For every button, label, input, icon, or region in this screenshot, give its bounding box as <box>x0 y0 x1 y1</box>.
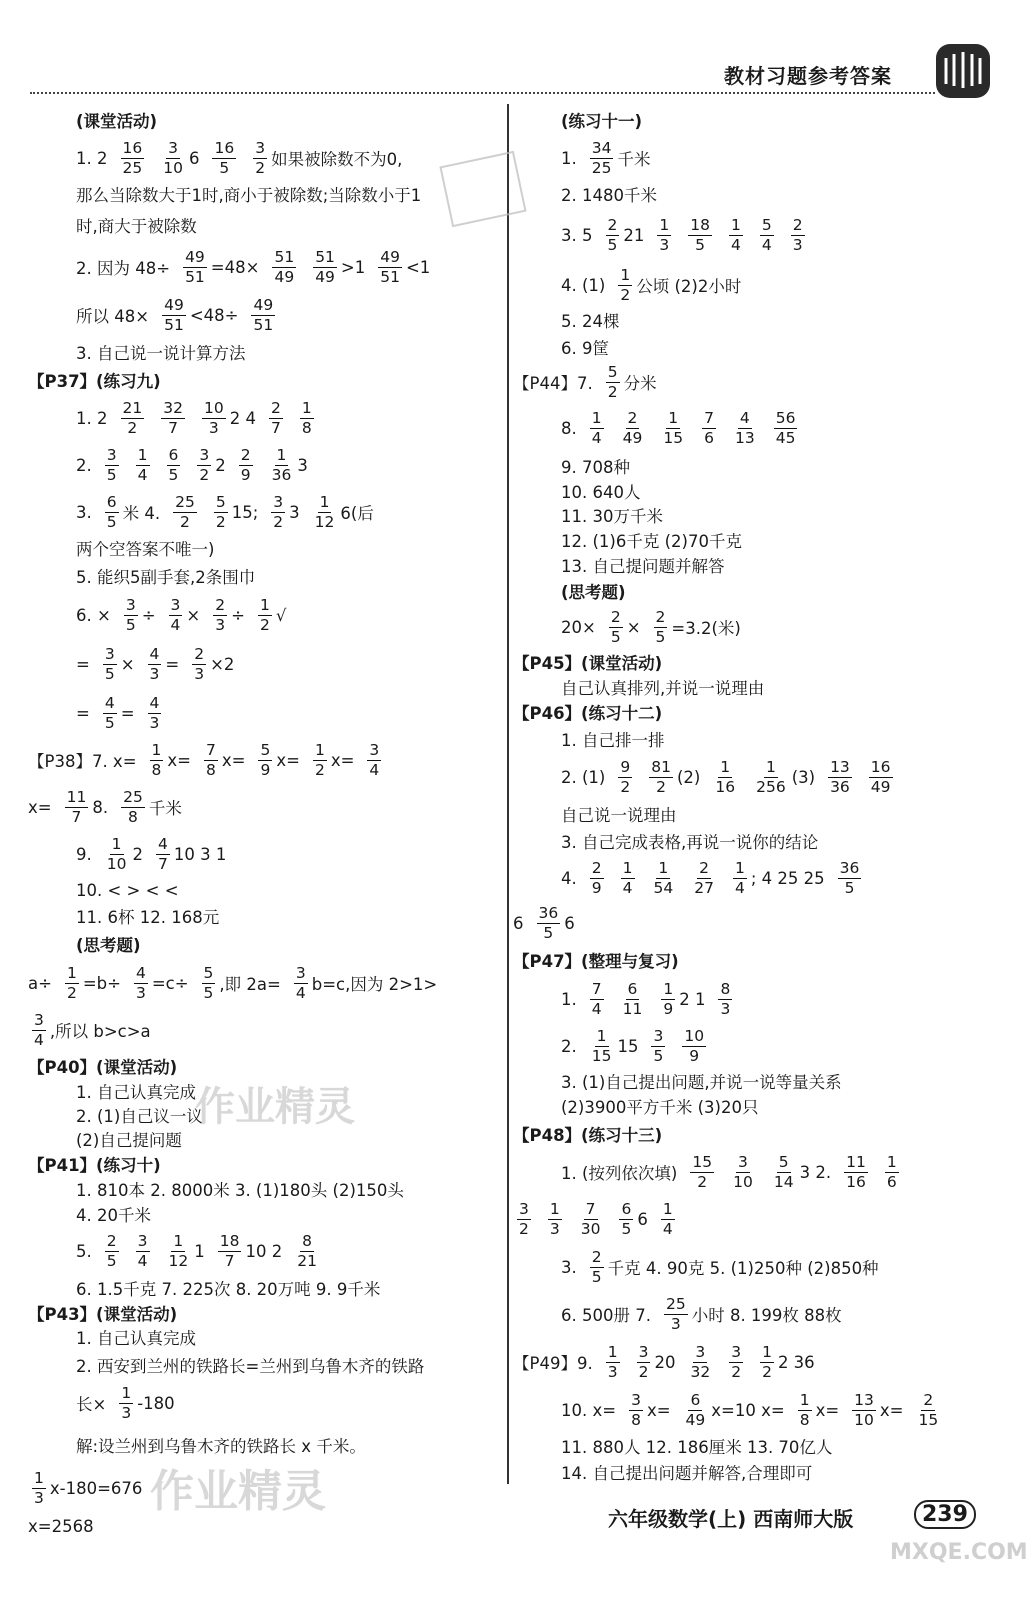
left-answer-line: 5. 能织5副手套,2条围巾 <box>76 568 256 587</box>
fraction: $\frac{1}{8}$ <box>151 740 162 779</box>
left-answer-line: 3. 6 5 米 4. 25 2 5 2 15; 3 2 3 1 12 6(后 <box>76 492 374 531</box>
fraction: 1 256 <box>756 757 786 796</box>
left-answer-line: = $\frac{3}{5}$ × $\frac{4}{3}$ = $\frac{2}{3}$ ×2 <box>76 644 235 683</box>
left-answer-line: 【P41】(练习十) <box>28 1156 161 1175</box>
fraction: 25 3 <box>665 1294 686 1333</box>
fraction: 34 25 <box>591 138 612 177</box>
left-answer-line: 9. 1 10 2 4 7 10 3 1 <box>76 834 227 873</box>
right-answer-line: 2. (1) 9 2 81 2 (2) 1 16 1 256 (3) 13 36 16 49 <box>561 757 891 796</box>
fraction: 1 12 <box>314 492 335 531</box>
right-answer-line: 1. 7 4 6 11 1 9 2 1 8 3 <box>561 979 731 1018</box>
fraction: 4 7 <box>157 834 168 873</box>
fraction: 1 15 <box>591 1026 612 1065</box>
fraction: 21 2 <box>122 398 143 437</box>
fraction: 2 7 <box>270 398 281 437</box>
fraction: 25 8 <box>123 787 143 826</box>
fraction: 1 54 <box>653 858 674 897</box>
fraction: $\frac{13}{10}$ <box>854 1390 874 1429</box>
right-column <box>513 105 993 1485</box>
right-answer-line: 【P47】(整理与复习) <box>513 952 679 971</box>
left-answer-line: 【P43】(课堂活动) <box>28 1305 178 1324</box>
fraction: $\frac{7}{8}$ <box>206 740 216 779</box>
page-number: 239 <box>914 1500 976 1529</box>
fraction: $\frac{4}{5}$ <box>104 693 115 732</box>
fraction: 15 2 <box>692 1152 713 1191</box>
fraction: 32 7 <box>163 398 183 437</box>
fraction: 7 6 <box>704 408 714 447</box>
right-answer-line: 11. 880人 12. 186厘米 13. 70亿人 <box>561 1438 833 1457</box>
fraction: 16 49 <box>870 757 891 796</box>
fraction: $\frac{3}{4}$ <box>369 740 380 779</box>
left-answer-line: 1. 2 21 2 32 7 10 3 2 4 2 7 1 8 <box>76 398 312 437</box>
right-answer-line: 3. 5 2 5 21 1 3 18 5 1 4 5 4 2 3 <box>561 215 803 254</box>
watermark-text: 作业精灵 <box>150 1466 326 1517</box>
fraction: 1 4 <box>137 445 148 484</box>
fraction: 1 12 <box>168 1231 189 1270</box>
left-answer-line: a÷ $\frac{1}{2}$ =b÷ $\frac{4}{3}$ =c÷ $\frac{5}{5}$ ,即 2a= $\frac{3}{4}$ b=c,因为 2>1> <box>28 963 438 1002</box>
fraction: 3 2 <box>731 1342 742 1381</box>
fraction: $\frac{1}{3}$ <box>121 1383 132 1422</box>
right-answer-line: 6. 9筐 <box>561 339 609 358</box>
fraction: 10 3 <box>203 398 224 437</box>
fraction: 8 21 <box>297 1231 317 1270</box>
left-answer-line: = $\frac{4}{5}$ = $\frac{4}{3}$ <box>76 693 160 732</box>
fraction: 2 5 <box>106 1231 117 1270</box>
fraction: $\frac{4}{3}$ <box>135 963 146 1002</box>
fraction: $\frac{2}{3}$ <box>215 595 226 634</box>
fraction: $\frac{2}{3}$ <box>194 644 205 683</box>
fraction: $\frac{5}{5}$ <box>203 963 214 1002</box>
fraction: 2 5 <box>591 1247 602 1286</box>
fraction: $\frac{5}{9}$ <box>260 740 271 779</box>
fraction: $\frac{49}{51}$ <box>185 247 205 286</box>
left-answer-line: 6. × $\frac{3}{5}$ ÷ $\frac{3}{4}$ × $\frac{2}{3}$ ÷ $\frac{1}{2}$ √ <box>76 595 287 634</box>
fraction: 1 8 <box>301 398 312 437</box>
left-answer-line: 4. 20千米 <box>76 1206 151 1225</box>
left-answer-line: (课堂活动) <box>76 112 158 131</box>
right-answer-line: 3. 2 5 千克 4. 90克 5. (1)250种 (2)850种 <box>561 1247 879 1286</box>
right-answer-line: 【P49】9. 1 3 3 2 20 3 32 3 2 1 2 2 36 <box>513 1342 815 1381</box>
right-answer-line: 1. 34 25 千米 <box>561 138 651 177</box>
right-answer-line: 3. 自己完成表格,再说一说你的结论 <box>561 833 819 852</box>
right-answer-line: 【P44】7. 5 2 分米 <box>513 362 657 401</box>
fraction: 2 49 <box>622 408 643 447</box>
right-answer-line: 2. 1480千米 <box>561 186 657 205</box>
fraction: 56 45 <box>775 408 796 447</box>
right-answer-line: (2)3900平方千米 (3)20只 <box>561 1098 759 1117</box>
fraction: 9 2 <box>620 757 631 796</box>
fraction: 49 51 <box>380 247 400 286</box>
right-answer-line: 6 36 5 6 <box>513 903 575 942</box>
right-answer-line: 10. 640人 <box>561 483 641 502</box>
fraction: 4 13 <box>734 408 755 447</box>
left-answer-line: 1. 810本 2. 8000米 3. (1)180头 (2)150头 <box>76 1181 404 1200</box>
right-answer-line: 11. 30万千米 <box>561 507 663 526</box>
right-answer-line: 自己说一说理由 <box>561 806 677 825</box>
fraction: 3 4 <box>34 1010 44 1049</box>
left-answer-line: x=2568 <box>28 1516 94 1536</box>
fraction: 3 5 <box>106 445 117 484</box>
left-answer-line: 10. < > < < <box>76 880 179 900</box>
fraction: 6 5 <box>106 492 117 531</box>
left-answer-line: 2. 因为 48÷ $\frac{49}{51}$ =48× $\frac{51}{49}$ 51 49 >1 49 51 <1 <box>76 247 431 286</box>
fraction: 1 9 <box>663 979 674 1018</box>
left-answer-line: 1. 2 16 25 3 10 6 16 5 3 2 如果被除数不为0, <box>76 138 403 177</box>
fraction: $\frac{1}{2}$ <box>314 740 325 779</box>
fraction: 16 5 <box>214 138 235 177</box>
fraction: 8 3 <box>720 979 731 1018</box>
fraction: 2 9 <box>591 858 602 897</box>
left-answer-line: 1. 自己认真完成 <box>76 1083 196 1102</box>
right-answer-line: 6. 500册 7. 25 3 小时 8. 199枚 88枚 <box>561 1294 842 1333</box>
right-answer-line: 13. 自己提问题并解答 <box>561 557 725 576</box>
left-answer-line: 【P40】(课堂活动) <box>28 1058 178 1077</box>
fraction: $\frac{1}{2}$ <box>259 595 270 634</box>
left-column <box>28 105 503 1541</box>
fraction: 81 2 <box>651 757 671 796</box>
right-answer-line: 8. 1 4 2 49 1 15 7 6 4 13 56 45 <box>561 408 796 447</box>
fraction: 13 36 <box>830 757 850 796</box>
fraction: $\frac{51}{49}$ <box>274 247 295 286</box>
fraction: 3 2 <box>638 1342 649 1381</box>
fraction: 6 11 <box>622 979 643 1018</box>
fraction: 6 5 <box>621 1199 632 1238</box>
fraction: $\frac{2}{15}$ <box>918 1390 939 1429</box>
fraction: 1 10 <box>106 834 127 873</box>
fraction: $\frac{3}{5}$ <box>125 595 136 634</box>
right-answer-line: (练习十一) <box>561 112 643 131</box>
right-answer-line: 2. 1 15 15 3 5 10 9 <box>561 1026 705 1065</box>
left-answer-line: (思考题) <box>76 936 141 955</box>
fraction: 5 2 <box>215 492 226 531</box>
fraction: 7 4 <box>591 979 602 1018</box>
fraction: 10 9 <box>684 1026 705 1065</box>
left-answer-line: x= $\frac{11}{7}$ 8. 25 8 千米 <box>28 787 182 826</box>
fraction: 1 2 <box>762 1342 772 1381</box>
fraction: $\frac{3}{4}$ <box>295 963 306 1002</box>
fraction: $\frac{49}{51}$ <box>164 295 184 334</box>
fraction: 5 14 <box>773 1152 794 1191</box>
fraction: 6 5 <box>168 445 179 484</box>
fraction: 16 25 <box>122 138 143 177</box>
header-divider <box>30 92 935 94</box>
right-answer-line: 【P46】(练习十二) <box>513 704 663 723</box>
right-answer-line: 3 2 1 3 7 30 6 5 6 1 4 <box>519 1199 673 1238</box>
left-answer-line: 【P38】7. x= $\frac{1}{8}$ x= $\frac{7}{8}$ x= $\frac{5}{9}$ x= $\frac{1}{2}$ x= $\frac{3}{4}$ <box>28 740 380 779</box>
fraction: 11 16 <box>846 1152 866 1191</box>
fraction: 18 7 <box>219 1231 240 1270</box>
fraction: 18 5 <box>690 215 710 254</box>
fraction: 51 49 <box>315 247 335 286</box>
book-name: 六年级数学(上) 西南师大版 <box>608 1507 854 1531</box>
fraction: 3 2 <box>519 1199 529 1238</box>
left-answer-line: (2)自己提问题 <box>76 1131 182 1150</box>
right-answer-line: 12. (1)6千克 (2)70千克 <box>561 532 742 551</box>
fraction: 1 3 <box>34 1468 44 1507</box>
fraction: 1 3 <box>659 215 670 254</box>
fraction: 36 5 <box>839 858 860 897</box>
left-answer-line: 3. 自己说一说计算方法 <box>76 344 246 363</box>
fraction: $\frac{2}{5}$ <box>655 607 666 646</box>
fraction: 3 2 <box>273 492 284 531</box>
right-answer-line: 10. x= $\frac{3}{8}$ x= $\frac{6}{49}$ x=10 x= $\frac{1}{8}$ x= $\frac{13}{10}$ x= $\frac{2}{15}$ <box>561 1390 939 1429</box>
fraction: 1 15 <box>663 408 684 447</box>
right-answer-line: 4. 2 9 1 4 1 54 2 27 1 4 ; 4 25 25 36 5 <box>561 858 860 897</box>
fraction: $\frac{3}{5}$ <box>104 644 115 683</box>
fraction: 3 2 <box>255 138 266 177</box>
right-answer-line: 1. 自己排一排 <box>561 731 665 750</box>
left-answer-line: 2. 西安到兰州的铁路长=兰州到乌鲁木齐的铁路 <box>76 1357 425 1376</box>
right-answer-line: 20× $\frac{2}{5}$ × $\frac{2}{5}$ =3.2(米) <box>561 607 741 646</box>
left-answer-line: 2. 3 5 1 4 6 5 3 2 2 2 9 1 36 3 <box>76 445 308 484</box>
page-title: 教材习题参考答案 <box>724 64 892 88</box>
left-answer-line: 2. (1)自己议一议 <box>76 1107 203 1126</box>
fraction: $\frac{2}{5}$ <box>610 607 621 646</box>
right-answer-line: 4. (1) 1 2 公顷 (2)2小时 <box>561 265 742 304</box>
watermark-site: MXQE.COM <box>890 1540 1028 1565</box>
fraction: 3 2 <box>199 445 210 484</box>
fraction: 3 4 <box>137 1231 148 1270</box>
fraction: $\frac{4}{3}$ <box>149 644 160 683</box>
left-answer-line: 两个空答案不唯一) <box>76 540 215 559</box>
fraction: 3 5 <box>653 1026 664 1065</box>
fraction: 5 4 <box>761 215 772 254</box>
fraction: 1 2 <box>620 265 631 304</box>
fraction: 1 16 <box>715 757 736 796</box>
fraction: 1 4 <box>591 408 602 447</box>
right-answer-line: 【P45】(课堂活动) <box>513 654 663 673</box>
fraction: 1 4 <box>622 858 633 897</box>
fraction: $\frac{49}{51}$ <box>253 295 274 334</box>
fraction: 1 36 <box>271 445 292 484</box>
fraction: $\frac{4}{3}$ <box>149 693 160 732</box>
fraction: 1 4 <box>734 858 745 897</box>
right-answer-line: 3. (1)自己提出问题,并说一说等量关系 <box>561 1073 842 1092</box>
fraction: 1 4 <box>662 1199 673 1238</box>
left-answer-line: 时,商大于被除数 <box>76 217 197 236</box>
right-answer-line: 1. (按列依次填) 15 2 3 10 5 14 3 2. 11 16 1 6 <box>561 1152 897 1191</box>
fraction: 3 10 <box>163 138 183 177</box>
fraction: 2 3 <box>792 215 803 254</box>
watermark-text: 作业精灵 <box>195 1084 355 1130</box>
fraction: $\frac{3}{8}$ <box>631 1390 641 1429</box>
left-answer-line: 长× $\frac{1}{3}$ -180 <box>76 1383 175 1422</box>
left-answer-line: 所以 48× $\frac{49}{51}$ <48÷ $\frac{49}{51}$ <box>76 295 274 334</box>
left-answer-line: 【P37】(练习九) <box>28 372 161 391</box>
fraction: 3 10 <box>733 1152 753 1191</box>
fraction: 5 2 <box>607 362 618 401</box>
fraction: 2 27 <box>694 858 714 897</box>
fraction: $\frac{3}{4}$ <box>170 595 181 634</box>
fraction: 1 3 <box>549 1199 560 1238</box>
fraction: 2 5 <box>607 215 618 254</box>
fraction: $\frac{6}{49}$ <box>685 1390 706 1429</box>
right-answer-line: 【P48】(练习十三) <box>513 1126 663 1145</box>
left-answer-line: 那么当除数大于1时,商小于被除数;当除数小于1 <box>76 186 422 205</box>
fraction: 1 3 <box>607 1342 618 1381</box>
right-answer-line: 5. 24棵 <box>561 312 620 331</box>
fraction: $\frac{1}{8}$ <box>799 1390 810 1429</box>
fraction: $\frac{11}{7}$ <box>66 787 87 826</box>
book-logo-icon <box>934 42 992 100</box>
fraction: 2 9 <box>240 445 251 484</box>
left-answer-line: 5. 2 5 3 4 1 12 1 18 7 10 2 8 21 <box>76 1231 317 1270</box>
left-answer-line: 3 4 ,所以 b>c>a <box>34 1010 151 1049</box>
left-answer-line: 6. 1.5千克 7. 225次 8. 20万吨 9. 9千米 <box>76 1280 381 1299</box>
right-answer-line: 14. 自己提出问题并解答,合理即可 <box>561 1464 813 1483</box>
fraction: $\frac{1}{2}$ <box>66 963 77 1002</box>
fraction: 3 32 <box>690 1342 711 1381</box>
fraction: 1 4 <box>730 215 741 254</box>
left-answer-line: 1 3 x-180=676 <box>34 1468 143 1507</box>
fraction: 36 5 <box>538 903 559 942</box>
fraction: 1 6 <box>886 1152 897 1191</box>
fraction: 7 30 <box>580 1199 601 1238</box>
column-divider <box>507 104 509 1484</box>
fraction: 25 2 <box>175 492 195 531</box>
right-answer-line: 自己认真排列,并说一说理由 <box>561 679 765 698</box>
right-answer-line: 9. 708种 <box>561 458 630 477</box>
left-answer-line: 1. 自己认真完成 <box>76 1329 196 1348</box>
left-answer-line: 解:设兰州到乌鲁木齐的铁路长 x 千米。 <box>76 1437 366 1456</box>
right-answer-line: (思考题) <box>561 583 626 602</box>
left-answer-line: 11. 6杯 12. 168元 <box>76 908 220 927</box>
